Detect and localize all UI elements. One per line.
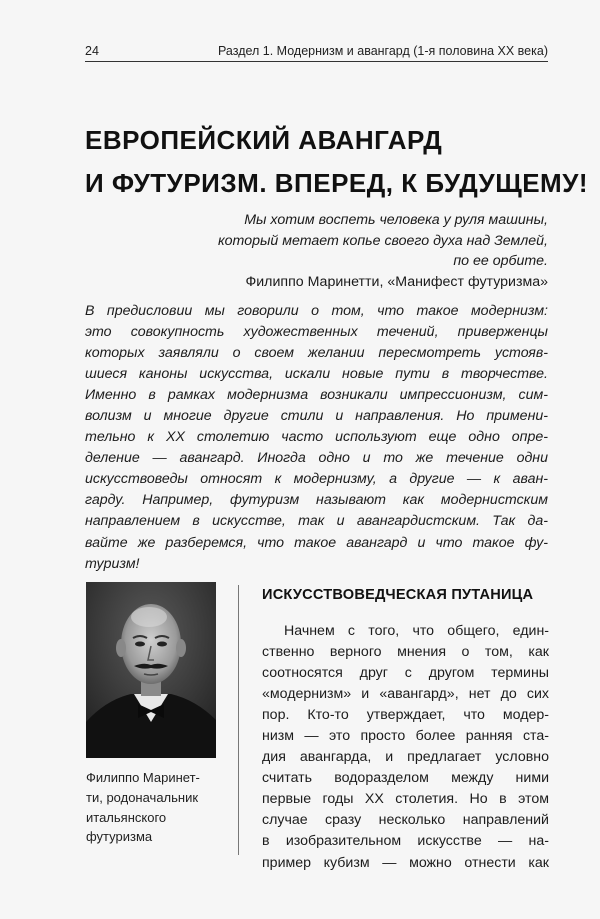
caption-line: ти, родоначальник bbox=[86, 789, 199, 805]
section-body bbox=[262, 621, 549, 874]
intro-line: это совокупность художественных течений, приверженцы bbox=[85, 324, 548, 341]
section-line: соотносятся друг с другом термины bbox=[262, 665, 549, 682]
epigraph-source: Филиппо Маринетти, «Манифест футуризма» bbox=[245, 273, 548, 290]
intro-line: вайте же разберемся, что такое авангард и что такое фу- bbox=[85, 534, 548, 551]
section-line: первые годы XX столетия. Но в этом bbox=[262, 791, 549, 808]
caption-line: футуризма bbox=[86, 829, 153, 845]
section-line: ственно верного мнения о том, как bbox=[262, 644, 549, 661]
intro-paragraph bbox=[85, 301, 548, 575]
section-line: дия авангарда, и предлагает условно bbox=[262, 749, 549, 766]
intro-line: гарду. Например, футуризм называют как модернистским bbox=[85, 492, 548, 509]
page-number: 24 bbox=[85, 44, 99, 58]
page-header bbox=[85, 44, 548, 62]
portrait-illustration bbox=[86, 582, 216, 758]
running-title: Раздел 1. Модернизм и авангард (1-я половина XX века) bbox=[218, 44, 548, 58]
section-line: пример кубизм — можно отнести как bbox=[262, 854, 549, 871]
column-divider bbox=[238, 585, 239, 855]
section-heading: ИСКУССТВОВЕДЧЕСКАЯ ПУТАНИЦА bbox=[262, 587, 534, 603]
photo-caption bbox=[86, 768, 226, 847]
section-line: случае сразу несколько направлений bbox=[262, 812, 549, 829]
intro-line: деление — авангард. Иногда одно и то же течение одни bbox=[85, 450, 548, 467]
intro-line: которых заявляли о своем желании пересмотреть устояв- bbox=[85, 345, 548, 362]
chapter-title-line: И ФУТУРИЗМ. ВПЕРЕД, К БУДУЩЕМУ! bbox=[85, 168, 589, 198]
intro-line: волизм и многие другие стили и направления. Но примени- bbox=[85, 408, 548, 425]
intro-line: Именно в рамках модернизма возникали импрессионизм, сим- bbox=[85, 387, 548, 404]
intro-line: искусствоведы относят к модернизму, а другие — к аван- bbox=[85, 471, 548, 488]
epigraph bbox=[150, 210, 548, 292]
chapter-title-line: ЕВРОПЕЙСКИЙ АВАНГАРД bbox=[85, 125, 443, 155]
caption-line: итальянского bbox=[86, 809, 167, 825]
chapter-title bbox=[85, 119, 589, 205]
intro-line: тельно к XX столетию часто используют еще одно опре- bbox=[85, 429, 548, 446]
section-line: низм — это просто более ранняя ста- bbox=[262, 728, 549, 745]
section-line: Начнем с того, что общего, един- bbox=[284, 623, 549, 639]
intro-line: туризм! bbox=[85, 555, 140, 572]
section-line: в изобразительном искусстве — на- bbox=[262, 833, 549, 850]
epigraph-line: по ее орбите. bbox=[453, 253, 548, 269]
marinetti-portrait-photo bbox=[86, 582, 216, 758]
section-line: пор. Кто-то утверждает, что модер- bbox=[262, 707, 549, 724]
caption-line: Филиппо Маринет- bbox=[86, 770, 200, 785]
section-line: «модернизм» и «авангард», нет до сих bbox=[262, 686, 549, 703]
epigraph-line: который метает копье своего духа над Землей, bbox=[217, 232, 548, 249]
intro-line: направлением в искусстве, так и авангардистским. Так да- bbox=[85, 513, 548, 530]
section-line: считать водоразделом между ними bbox=[262, 770, 549, 787]
intro-line: В предисловии мы говорили о том, что такое модернизм: bbox=[85, 303, 548, 319]
intro-line: шиеся каноны искусства, искали новые пути в творчестве. bbox=[85, 366, 548, 383]
epigraph-line: Мы хотим воспеть человека у руля машины, bbox=[244, 212, 548, 228]
